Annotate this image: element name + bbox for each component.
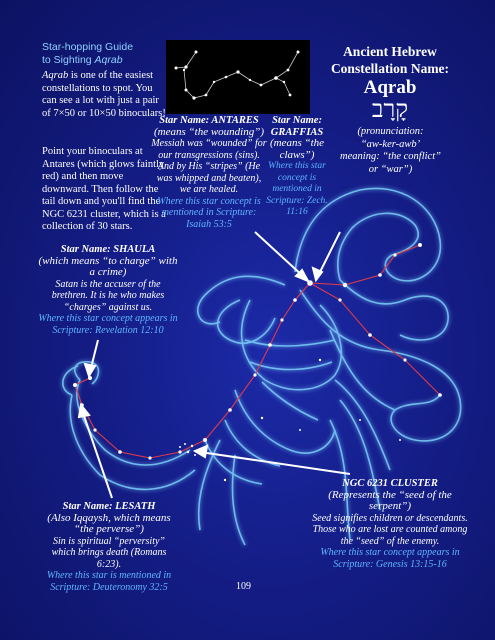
graffias-name: Star Name: GRAFFIAS [270, 115, 324, 138]
heading-line2: Constellation Name: [330, 61, 450, 76]
guide-title-prefix: to Sighting [42, 54, 95, 66]
shaula-meaning: (which means “to charge” with a crime) [38, 254, 178, 278]
meaning-line: meaning: “the conflict” [340, 151, 441, 162]
guide-title-line2 [42, 54, 162, 67]
guide-paragraph-2: Point your binoculars at Antares (which glows faintly red) and then move downward. Then follow the tail down and you'll find the NGC 6231 cluster, which is a collection of 30 stars. [42, 146, 166, 232]
guide-para1-text: is one of the easiest constellations to spot. You can see a lot with just a pair of 7×50 or 10×50 binoculars! [42, 70, 166, 119]
graffias-label [265, 115, 329, 219]
ngc-scripture: Where this star concept appears in Scripture: Genesis 13:15-16 [320, 547, 460, 570]
lesath-text: Sin is spiritual “perversity” which brings death (Romans 6:23). [51, 535, 167, 570]
meaning-line-2: or “war”) [368, 163, 413, 175]
shaula-label [38, 244, 178, 336]
antares-text: Messiah was “wounded” for our transgressions (sins). And by His “stripes” (He was whipped and beaten), we are healed. [151, 138, 267, 195]
pronunciation-block [318, 126, 463, 176]
ngc-text: Seed signifies children or descendants. Those who are lost are counted among the “seed” of the enemy. [312, 512, 468, 547]
guide-title [42, 41, 162, 67]
shaula-scripture: Where this star concept appears in Scripture: Revelation 12:10 [38, 313, 178, 336]
guide-title-name: Aqrab [94, 54, 123, 66]
lesath-scripture: Where this star is mentioned in Scripture: Deuteronomy 32:5 [46, 570, 172, 593]
shaula-name: Star Name: SHAULA [60, 244, 156, 255]
pronunciation-value: “aw-ker-awb’ [360, 138, 421, 150]
constellation-photo [166, 40, 310, 114]
ngc-6231-label [310, 478, 470, 570]
antares-meaning: (means “the wounding”) [154, 125, 264, 138]
guide-paragraph-1 [42, 70, 167, 120]
lesath-meaning: (Also Iqqaysh, which means “the perverse”) [47, 511, 171, 535]
pronunciation-label: (pronunciation: [357, 126, 424, 137]
shaula-text: Satan is the accuser of the brethren. It is he who makes “charges” against us. [51, 278, 165, 313]
ngc-meaning: (Represents the “seed of the serpent”) [328, 488, 452, 512]
constellation-name: Aqrab [363, 77, 417, 98]
lesath-name: Star Name: LESATH [62, 501, 156, 512]
heading-line1: Ancient Hebrew [343, 44, 437, 59]
graffias-scripture: Where this star concept is mentioned in Scripture: Zech. 11:16 [266, 161, 328, 217]
constellation-heading [315, 43, 465, 77]
page-number: 109 [236, 581, 251, 592]
guide-title-line1: Star-hopping Guide [42, 41, 134, 53]
hebrew-name: קָרָב [371, 97, 409, 123]
lesath-label [40, 501, 178, 593]
guide-para1-name: Aqrab [42, 70, 69, 81]
antares-name: Star Name: ANTARES [159, 115, 259, 126]
graffias-meaning: (means “the claws”) [269, 137, 325, 161]
antares-scripture: Where this star concept is mentioned in Scripture: Isaiah 53:5 [157, 195, 261, 230]
ngc-name: NGC 6231 CLUSTER [342, 478, 438, 489]
antares-label [150, 115, 268, 230]
